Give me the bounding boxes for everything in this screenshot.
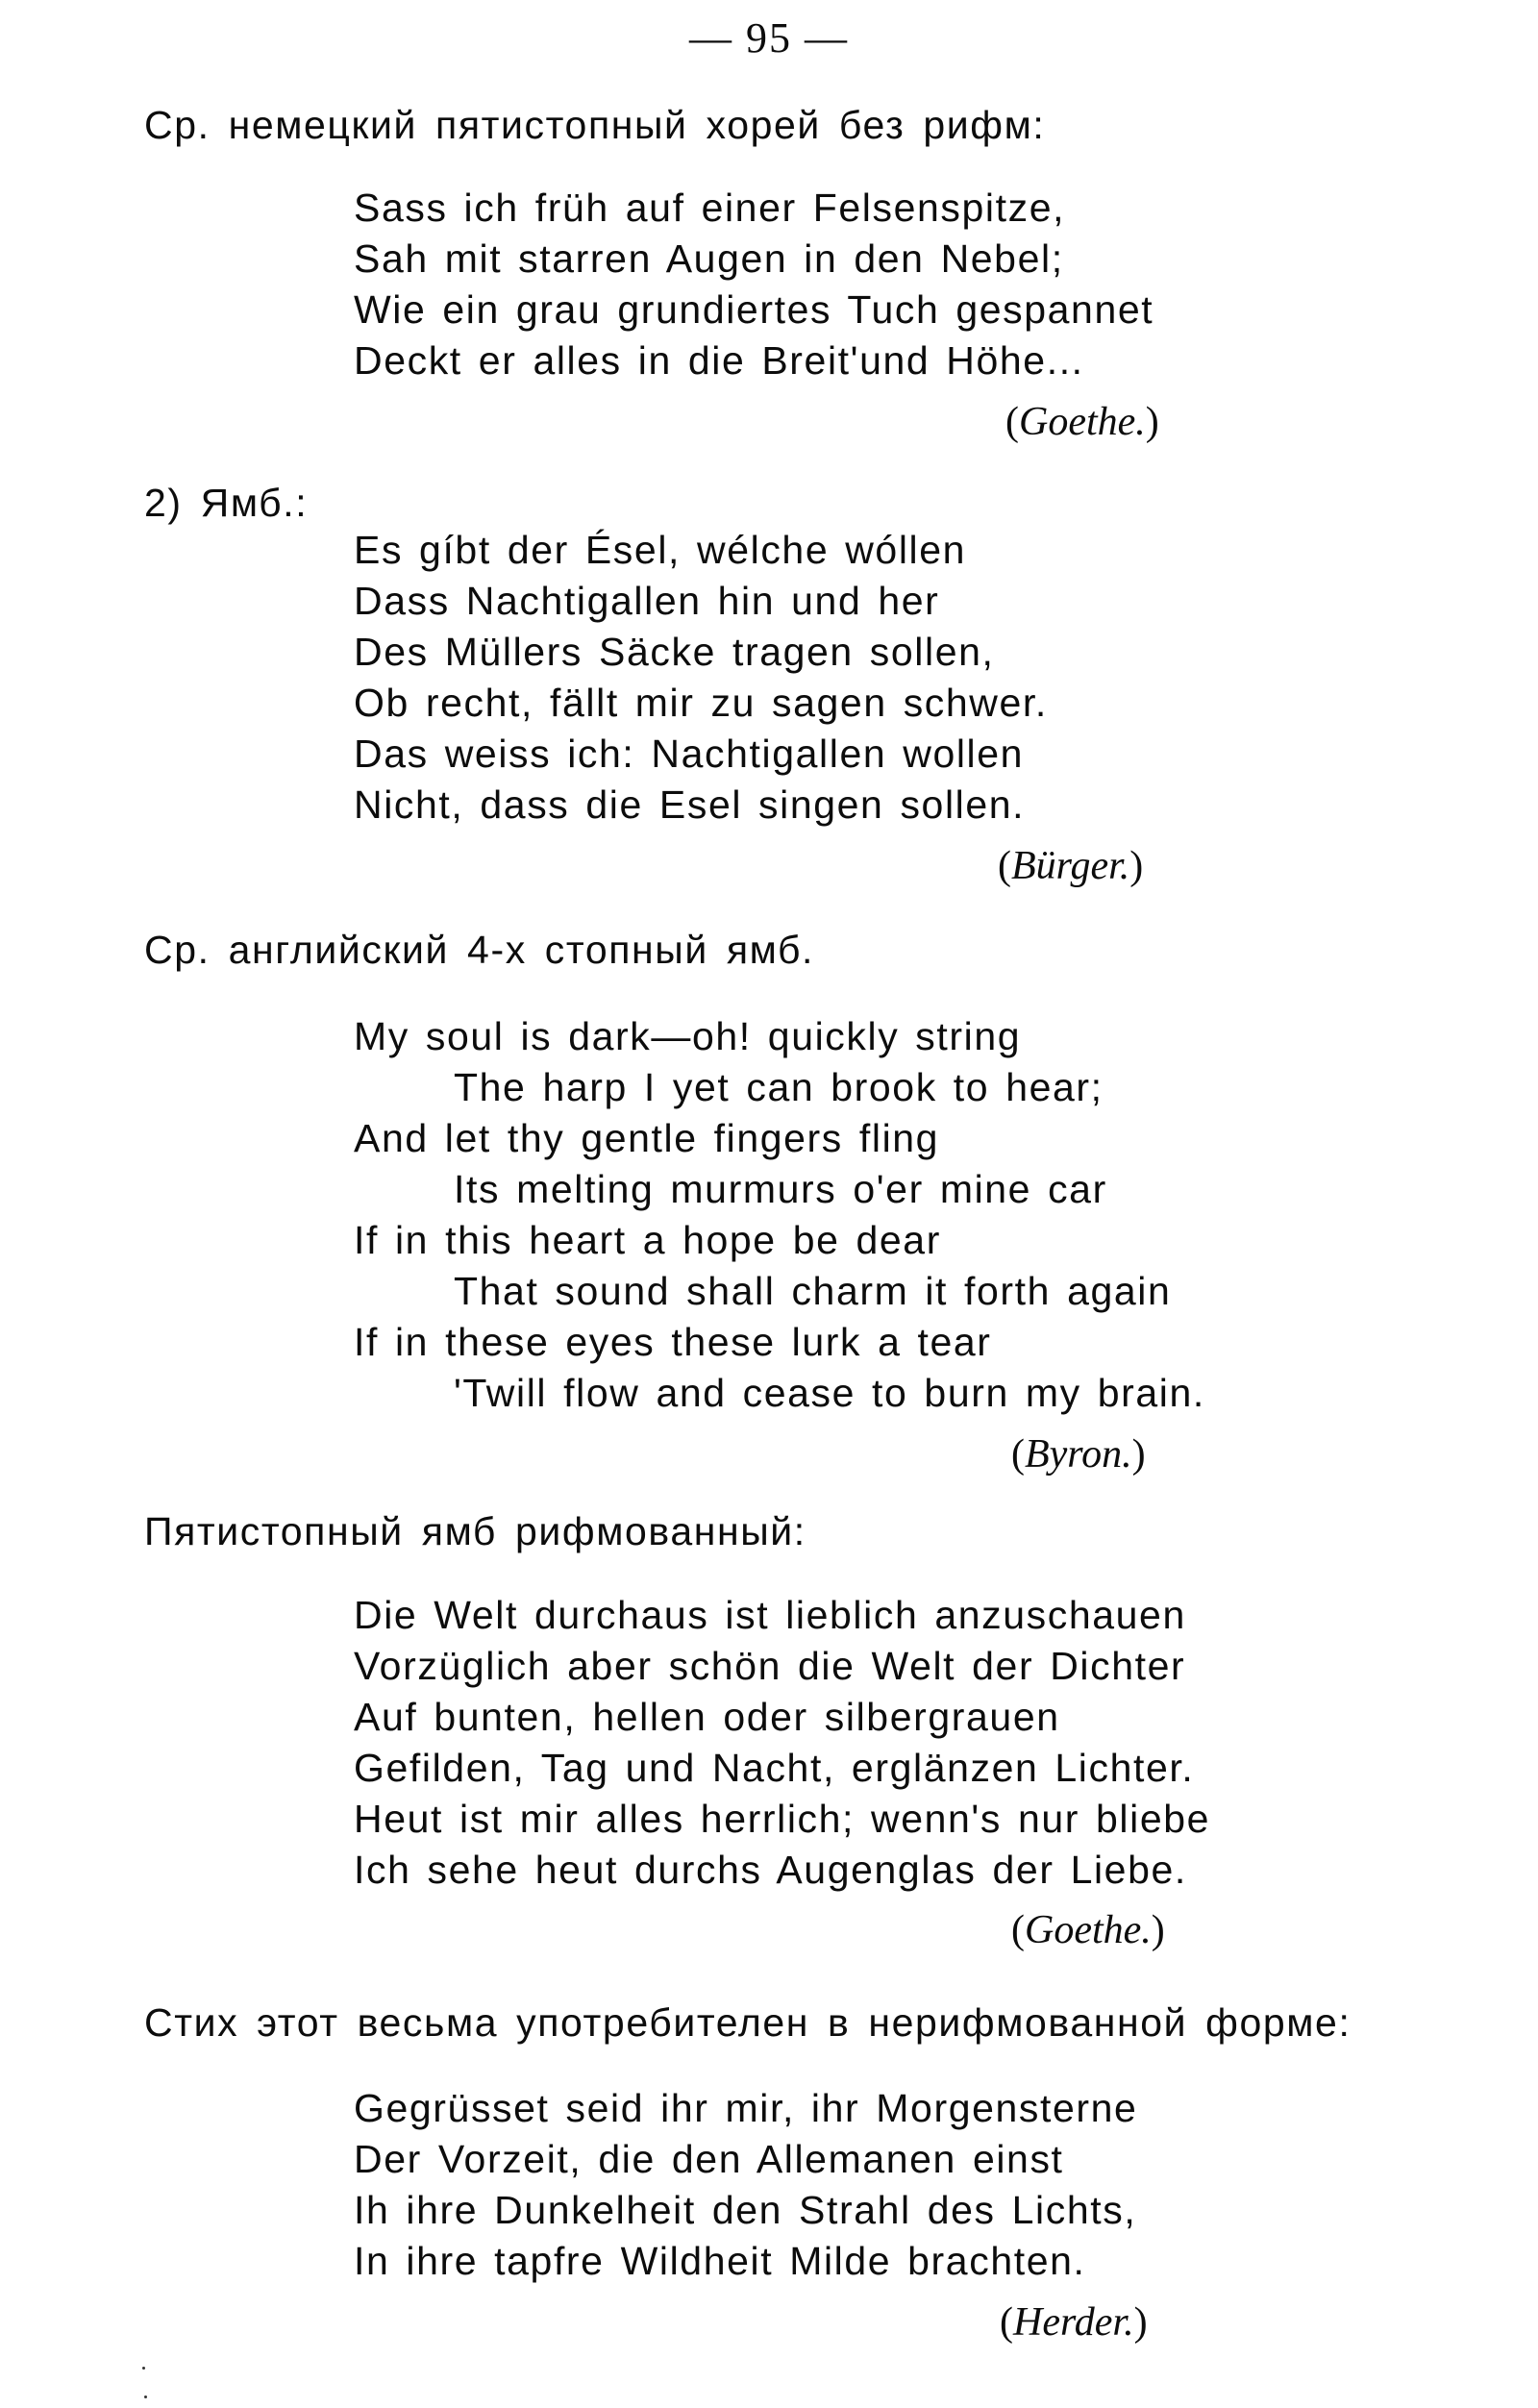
section-heading: Ср. английский 4-х стопный ямб. bbox=[144, 928, 815, 972]
verse-line: Gefilden, Tag und Nacht, erglänzen Lichter. bbox=[354, 1746, 1195, 1790]
citation: (Bürger.) bbox=[998, 844, 1144, 888]
verse-line: Es gíbt der Ésel, wélche wóllen bbox=[354, 528, 967, 572]
verse-line: Vorzüglich aber schön die Welt der Dichter bbox=[354, 1644, 1186, 1688]
verse-line: That sound shall charm it forth again bbox=[454, 1269, 1172, 1313]
verse-line: Heut ist mir alles herrlich; wenn's nur bliebe bbox=[354, 1797, 1211, 1841]
verse-line: And let thy gentle fingers fling bbox=[354, 1116, 940, 1160]
verse-line: Sah mit starren Augen in den Nebel; bbox=[354, 236, 1064, 281]
verse-line: Nicht, dass die Esel singen sollen. bbox=[354, 782, 1026, 827]
verse-line: Sass ich früh auf einer Felsenspitze, bbox=[354, 186, 1066, 230]
citation: (Byron.) bbox=[1011, 1432, 1146, 1477]
citation-author: Goethe. bbox=[1019, 400, 1146, 444]
verse-line: Ih ihre Dunkelheit den Strahl des Lichts, bbox=[354, 2188, 1137, 2232]
verse-line: Auf bunten, hellen oder silbergrauen bbox=[354, 1695, 1060, 1739]
verse-line: My soul is dark—oh! quickly string bbox=[354, 1014, 1022, 1058]
verse-line: Ich sehe heut durchs Augenglas der Liebe. bbox=[354, 1848, 1187, 1892]
verse-line: 'Twill flow and cease to burn my brain. bbox=[454, 1371, 1205, 1415]
section-heading: Стих этот весьма употребителен в нерифмованной форме: bbox=[144, 2000, 1352, 2045]
scan-speck bbox=[144, 2396, 147, 2398]
verse-line: Deckt er alles in die Breit'und Höhe... bbox=[354, 338, 1084, 383]
verse-line: Ob recht, fällt mir zu sagen schwer. bbox=[354, 681, 1048, 725]
citation: (Goethe.) bbox=[1011, 1908, 1165, 1952]
verse-line: Der Vorzeit, die den Allemanen einst bbox=[354, 2137, 1064, 2181]
verse-line: Gegrüsset seid ihr mir, ihr Morgensterne bbox=[354, 2086, 1138, 2130]
citation-author: Herder. bbox=[1013, 2300, 1134, 2345]
citation-author: Byron. bbox=[1025, 1432, 1132, 1477]
citation: (Herder.) bbox=[1000, 2300, 1148, 2345]
section-heading: Пятистопный ямб рифмованный: bbox=[144, 1509, 806, 1553]
scan-speck bbox=[142, 2367, 145, 2370]
section-heading: 2) Ямб.: bbox=[144, 481, 309, 525]
verse-line: Das weiss ich: Nachtigallen wollen bbox=[354, 732, 1025, 776]
verse-line: In ihre tapfre Wildheit Milde brachten. bbox=[354, 2239, 1086, 2283]
verse-line: The harp I yet can brook to hear; bbox=[454, 1065, 1104, 1109]
citation-author: Bürger. bbox=[1011, 844, 1130, 888]
verse-line: Des Müllers Säcke tragen sollen, bbox=[354, 630, 995, 674]
verse-line: Its melting murmurs o'er mine car bbox=[454, 1167, 1107, 1211]
verse-line: If in this heart a hope be dear bbox=[354, 1218, 941, 1262]
citation-author: Goethe. bbox=[1025, 1908, 1152, 1952]
citation: (Goethe.) bbox=[1005, 400, 1159, 444]
verse-line: Dass Nachtigallen hin und her bbox=[354, 579, 940, 623]
section-heading: Ср. немецкий пятистопный хорей без рифм: bbox=[144, 103, 1046, 147]
verse-line: Wie ein grau grundiertes Tuch gespannet bbox=[354, 287, 1154, 332]
verse-line: Die Welt durchaus ist lieblich anzuschauen bbox=[354, 1593, 1186, 1637]
verse-line: If in these eyes these lurk a tear bbox=[354, 1320, 992, 1364]
page-number: — 95 — bbox=[689, 14, 849, 62]
